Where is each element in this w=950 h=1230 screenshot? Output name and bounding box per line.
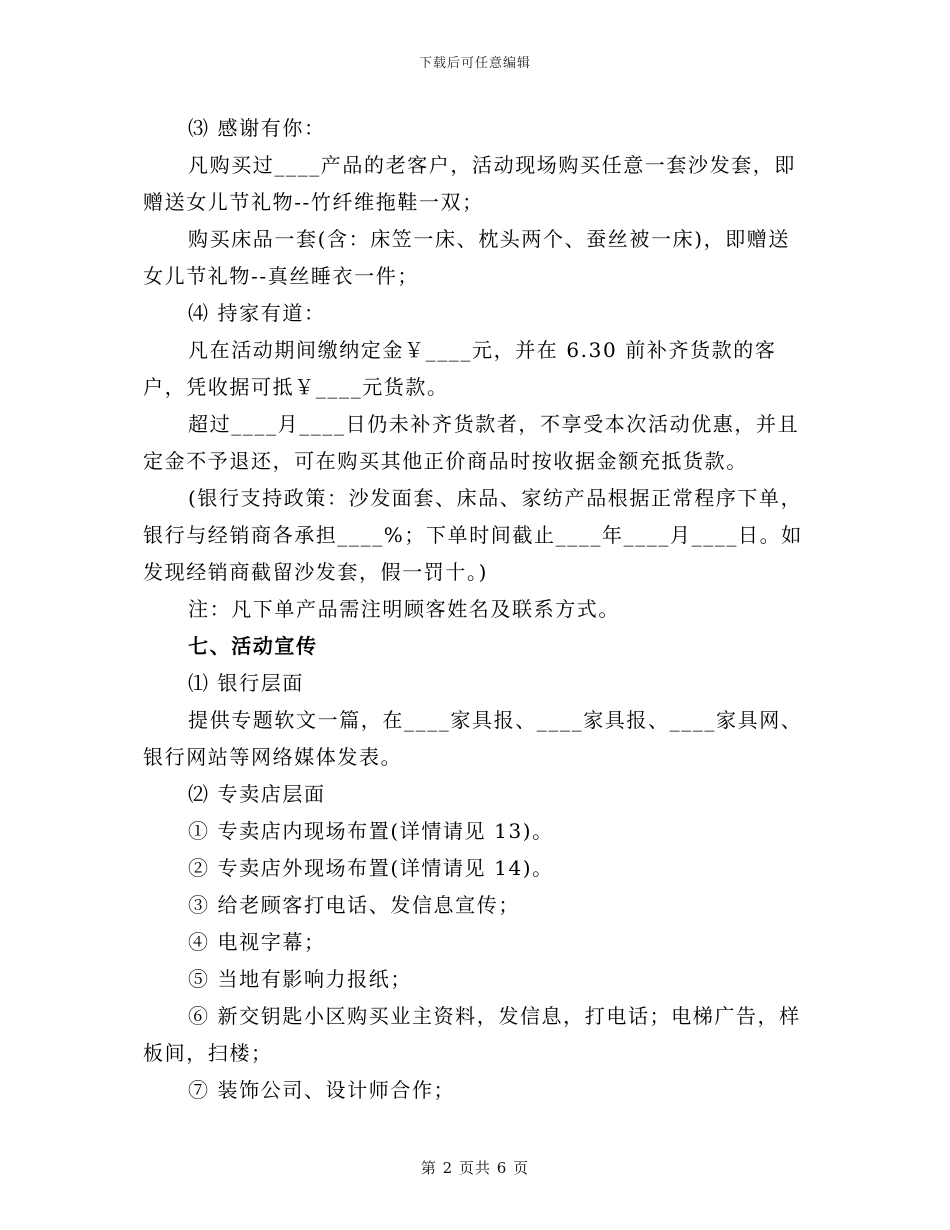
subsection-title: ⑷ 持家有道： bbox=[188, 301, 326, 325]
list-item: ② 专卖店外现场布置(详情请见 14)。 bbox=[188, 856, 554, 880]
subsection-title: ⑴ 银行层面 bbox=[188, 671, 304, 695]
document-body bbox=[143, 110, 809, 1109]
list-item: ③ 给老顾客打电话、发信息宣传； bbox=[188, 893, 520, 917]
body-paragraph: 凡在活动期间缴纳定金￥____元，并在 6.30 前补齐货款的客户，凭收据可抵￥____元货款。 bbox=[143, 338, 777, 399]
list-item: ⑤ 当地有影响力报纸； bbox=[188, 967, 412, 991]
body-paragraph: 提供专题软文一篇，在____家具报、____家具报、____家具网、银行网站等网络媒体发表。 bbox=[143, 708, 803, 769]
list-item: ⑦ 装饰公司、设计师合作； bbox=[188, 1078, 456, 1102]
subsection-title: ⑵ 专卖店层面 bbox=[188, 782, 326, 806]
section-heading: 七、活动宣传 bbox=[188, 634, 318, 658]
subsection-title: ⑶ 感谢有你： bbox=[188, 116, 326, 140]
body-paragraph: 购买床品一套(含：床笠一床、枕头两个、蚕丝被一床)，即赠送女儿节礼物--真丝睡衣一件； bbox=[143, 227, 791, 288]
body-paragraph: 凡购买过____产品的老客户，活动现场购买任意一套沙发套，即赠送女儿节礼物--竹纤维拖鞋一双； bbox=[143, 153, 796, 214]
body-paragraph: (银行支持政策：沙发面套、床品、家纺产品根据正常程序下单，银行与经销商各承担____%；下单时间截止____年____月____日。如发现经销商截留沙发套，假一罚十。) bbox=[143, 486, 803, 584]
page-footer: 第 2 页共 6 页 bbox=[420, 1159, 530, 1177]
list-item: ④ 电视字幕； bbox=[188, 930, 326, 954]
body-paragraph: 超过____月____日仍未补齐货款者，不享受本次活动优惠，并且定金不予退还，可在购买其他正价商品时按收据金额充抵货款。 bbox=[143, 412, 800, 473]
list-item: ⑥ 新交钥匙小区购买业主资料，发信息，打电话；电梯广告，样板间，扫楼； bbox=[143, 1004, 801, 1065]
note-paragraph: 注：凡下单产品需注明顾客姓名及联系方式。 bbox=[188, 597, 620, 621]
page-header: 下载后可任意编辑 bbox=[418, 56, 531, 71]
list-item: ① 专卖店内现场布置(详情请见 13)。 bbox=[188, 819, 554, 843]
